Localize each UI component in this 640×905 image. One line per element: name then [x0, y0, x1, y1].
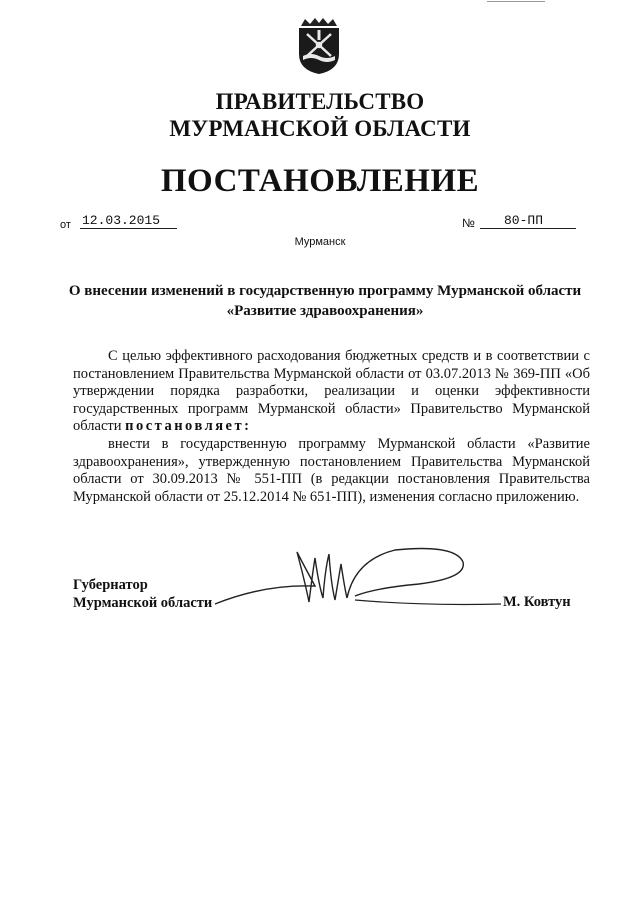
decree-word: постановляет:: [125, 418, 252, 435]
government-line1: ПРАВИТЕЛЬСТВО: [215, 89, 425, 114]
date-prefix: от: [60, 219, 71, 231]
signatory-name: М. Ковтун: [503, 594, 571, 610]
city: Мурманск: [294, 236, 346, 248]
government-line2: МУРМАНСКОЙ ОБЛАСТИ: [169, 116, 471, 141]
signatory-title: [73, 576, 212, 612]
handwritten-signature: [205, 540, 505, 620]
signatory-title-line2: Мурманской области: [73, 595, 213, 611]
scan-mark: [487, 1, 545, 2]
document-type: ПОСТАНОВЛЕНИЕ: [160, 163, 480, 199]
document-date: 12.03.2015: [80, 213, 177, 229]
document-number: 80-ПП: [480, 213, 576, 229]
number-prefix: №: [462, 216, 475, 230]
government-name: [0, 88, 640, 142]
resolution-paragraph: внести в государственную программу Мурманской области «Развитие здравоохранения», утвержденную постановлением Правительства Мурманской области от 30.09.2013 № 551-ПП (в редакции постановления Правительства Мурманской области от 25.12.2014 № 651-ПП), изменения согласно приложению.: [73, 435, 590, 505]
coat-of-arms-icon: [293, 16, 345, 76]
document-subject: [60, 281, 590, 321]
subject-line2: «Развитие здравоохранения»: [226, 303, 424, 319]
preamble-paragraph: [73, 348, 590, 436]
signatory-title-line1: Губернатор: [73, 577, 148, 593]
subject-line1: О внесении изменений в государственную программу Мурманской области: [68, 283, 582, 299]
document-body: [73, 348, 590, 506]
preamble-text: С целью эффективного расходования бюджетных средств и в соответствии с постановлением Правительства Мурманской области от 03.07.2013 № 369-ПП «Об утверждении порядка разработки, реализации и оценки эффективности государственных программ Мурманской области» Правительство Мурманской области: [73, 348, 590, 435]
